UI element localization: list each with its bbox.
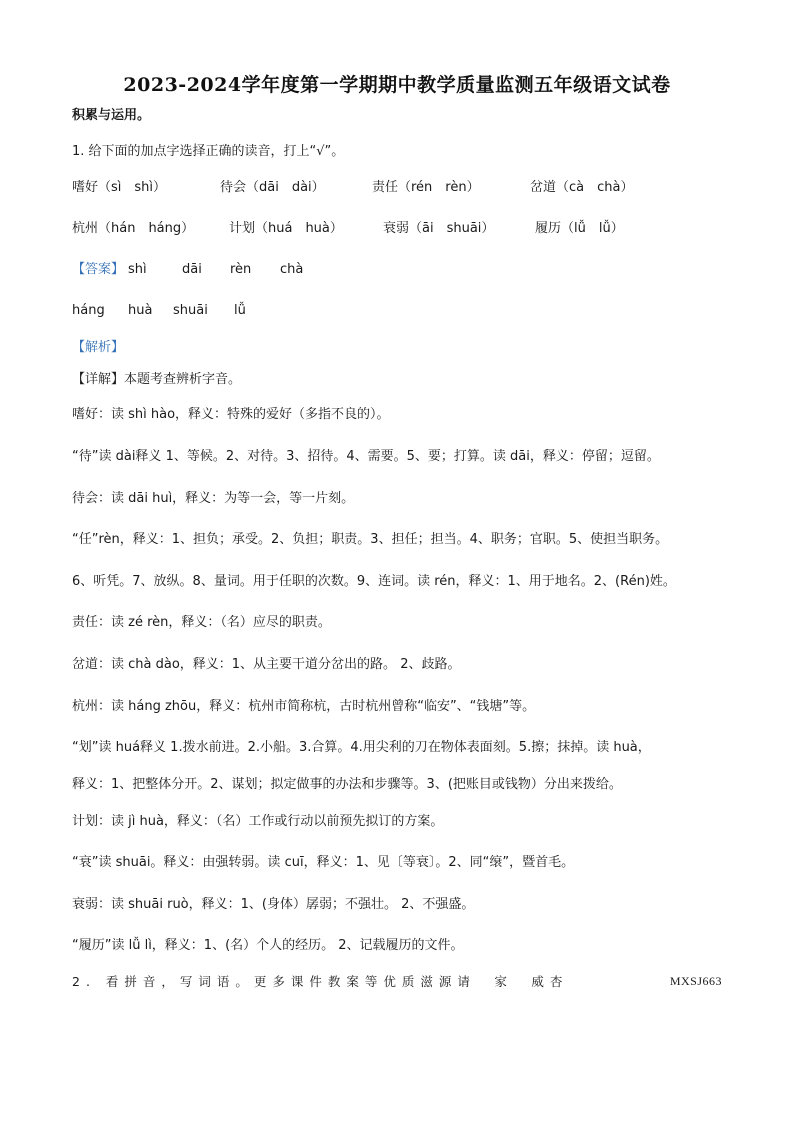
analysis-line: “划”读 huá释义 1.拨水前进。2.小船。3.合算。4.用尖利的刀在物体表面刻。5.擦；抹掉。读 huà， xyxy=(72,740,651,755)
analysis-line: 计划：读 jì huà，释义：（名）工作或行动以前预先拟订的方案。 xyxy=(72,814,444,829)
analysis-line: 【详解】本题考查辨析字音。 xyxy=(72,372,242,387)
doc-code: MXSJ663 xyxy=(669,974,722,988)
page-title: 2023-2024学年度第一学期期中教学质量监测五年级语文试卷 xyxy=(123,74,671,96)
option-item: 计划（huá huà） xyxy=(229,221,343,236)
analysis-line: 杭州：读 háng zhōu，释义：杭州市简称杭，古时杭州曾称“临安”、“钱塘”等。 xyxy=(72,699,536,714)
option-item: 衰弱（āi shuāi） xyxy=(383,221,495,236)
option-item: 待会（dāi dài） xyxy=(220,180,325,195)
answer-item: rèn xyxy=(230,262,252,277)
analysis-line: “待”读 dài释义 1、等候。2、对待。3、招待。4、需要。5、要；打算。读 dāi，释义：停留；逗留。 xyxy=(72,449,660,464)
answer-item: huà xyxy=(128,303,153,318)
analysis-line: “衰”读 shuāi。释义：由强转弱。读 cuī，释义：1、见〔等衰〕。2、同“缞”，暨首毛。 xyxy=(72,855,575,870)
analysis-line: 岔道：读 chà dào，释义：1、从主要干道分岔出的路。 2、歧路。 xyxy=(72,657,461,672)
analysis-tag: 【解析】 xyxy=(72,340,125,355)
analysis-line: 责任：读 zé rèn，释义：（名）应尽的职责。 xyxy=(72,615,331,630)
answer-tag: 【答案】 xyxy=(72,262,125,277)
answer-item: chà xyxy=(280,262,304,277)
analysis-line: 待会：读 dāi huì，释义：为等一会，等一片刻。 xyxy=(72,491,355,506)
analysis-line: 衰弱：读 shuāi ruò，释义：1、(身体）孱弱；不强壮。 2、不强盛。 xyxy=(72,897,475,912)
option-item: 履历（lǚ lǚ） xyxy=(535,221,624,236)
answer-item: háng xyxy=(72,303,105,318)
analysis-line: 嗜好：读 shì hào，释义：特殊的爱好（多指不良的）。 xyxy=(72,407,390,422)
answer-item: shuāi xyxy=(173,303,208,318)
answer-item: shì xyxy=(128,262,147,277)
option-item: 杭州（hán háng） xyxy=(72,221,195,236)
analysis-line: “履历”读 lǚ lì，释义：1、(名）个人的经历。 2、记载履历的文件。 xyxy=(72,938,464,953)
question-2-prompt: 2. 看拼音，写词语。更多课件教案等优质滋源请 家 威杏 xyxy=(72,974,569,989)
question-1-prompt: 1. 给下面的加点字选择正确的读音，打上“√”。 xyxy=(72,144,345,159)
analysis-line: “任”rèn，释义：1、担负；承受。2、负担；职责。3、担任；担当。4、职务；官职。5、使担当职务。 xyxy=(72,532,669,547)
option-item: 嗜好（sì shì） xyxy=(72,180,167,195)
answer-item: lǚ xyxy=(234,303,246,318)
option-item: 责任（rén rèn） xyxy=(372,180,480,195)
answer-item: dāi xyxy=(182,262,202,277)
option-item: 岔道（cà chà） xyxy=(530,180,634,195)
section-heading: 积累与运用。 xyxy=(72,108,151,123)
analysis-line: 6、听凭。7、放纵。8、量词。用于任职的次数。9、连词。读 rén，释义：1、用于地名。2、(Rén)姓。 xyxy=(72,574,676,589)
analysis-line: 释义：1、把整体分开。2、谋划；拟定做事的办法和步骤等。3、(把账目或钱物）分出来拨给。 xyxy=(72,777,622,792)
